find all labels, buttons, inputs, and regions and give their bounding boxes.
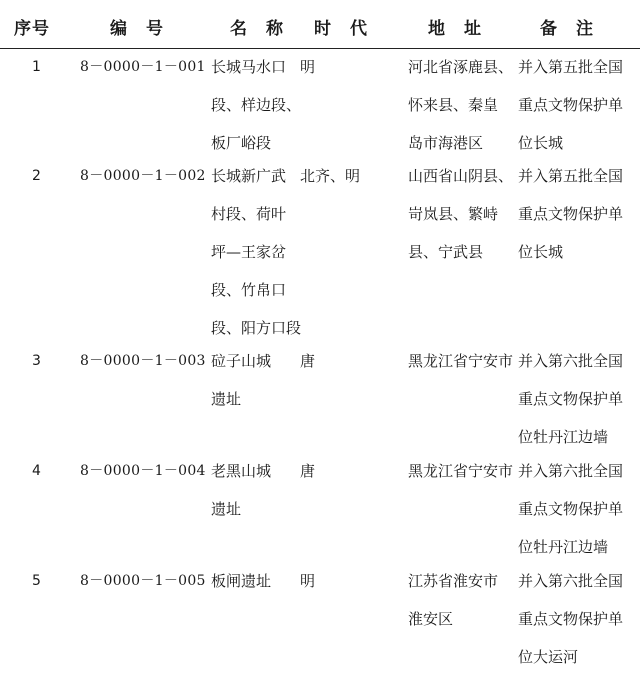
cell-name: 村段、荷叶 (211, 205, 287, 223)
cell-era: 明 (300, 572, 316, 590)
cell-name: 板厂峪段 (211, 134, 272, 152)
cell-address: 岢岚县、繁峙 (408, 205, 499, 223)
cell-name: 段、阳方口段 (211, 319, 302, 337)
cell-seq: 1 (32, 59, 41, 75)
cell-remark: 并入第六批全国 (518, 352, 624, 370)
header-code: 编 号 (110, 19, 164, 39)
cell-name: 段、竹帛口 (211, 281, 287, 299)
cell-remark: 重点文物保护单 (518, 610, 624, 628)
cell-name: 遗址 (211, 500, 242, 518)
cell-address: 河北省涿鹿县、 (408, 58, 514, 76)
cell-address: 淮安区 (408, 610, 454, 628)
cell-era: 北齐、明 (300, 167, 361, 185)
cell-remark: 位牡丹江边墙 (518, 428, 609, 446)
cell-address: 岛市海港区 (408, 134, 484, 152)
cell-code: 8－0000－1－003 (80, 353, 206, 369)
header-name: 名 称 (230, 19, 284, 39)
cell-address: 黑龙江省宁安市 (408, 462, 514, 480)
cell-remark: 位大运河 (518, 648, 579, 666)
cell-era: 明 (300, 58, 316, 76)
cell-name: 长城马水口 (211, 58, 287, 76)
cell-name: 遗址 (211, 390, 242, 408)
cell-seq: 2 (32, 168, 41, 184)
cell-name: 老黑山城 (211, 462, 272, 480)
header-address: 地 址 (428, 19, 482, 39)
cell-era: 唐 (300, 352, 316, 370)
cell-seq: 3 (32, 353, 41, 369)
cell-remark: 并入第六批全国 (518, 462, 624, 480)
cell-remark: 重点文物保护单 (518, 390, 624, 408)
header-remark: 备 注 (540, 19, 594, 39)
cell-name: 板闸遗址 (211, 572, 272, 590)
cell-remark: 位牡丹江边墙 (518, 538, 609, 556)
cell-code: 8－0000－1－005 (80, 573, 206, 589)
cell-name: 段、样边段、 (211, 96, 302, 114)
cell-seq: 4 (32, 463, 41, 479)
cell-name: 砬子山城 (211, 352, 272, 370)
cell-remark: 并入第五批全国 (518, 167, 624, 185)
cell-name: 坪—王家岔 (211, 243, 287, 261)
cell-remark: 位长城 (518, 243, 564, 261)
cell-remark: 重点文物保护单 (518, 500, 624, 518)
cell-address: 黑龙江省宁安市 (408, 352, 514, 370)
cell-address: 怀来县、秦皇 (408, 96, 499, 114)
cell-seq: 5 (32, 573, 41, 589)
cell-address: 山西省山阴县、 (408, 167, 514, 185)
cell-remark: 并入第五批全国 (518, 58, 624, 76)
cell-code: 8－0000－1－004 (80, 463, 206, 479)
header-seq: 序号 (14, 19, 50, 39)
cell-code: 8－0000－1－002 (80, 168, 206, 184)
table-header (0, 0, 640, 49)
cell-remark: 并入第六批全国 (518, 572, 624, 590)
cell-remark: 重点文物保护单 (518, 205, 624, 223)
cell-remark: 重点文物保护单 (518, 96, 624, 114)
header-era: 时 代 (314, 19, 368, 39)
cell-address: 江苏省淮安市 (408, 572, 499, 590)
cell-code: 8－0000－1－001 (80, 59, 206, 75)
cell-address: 县、宁武县 (408, 243, 484, 261)
cell-era: 唐 (300, 462, 316, 480)
cell-name: 长城新广武 (211, 167, 287, 185)
cell-remark: 位长城 (518, 134, 564, 152)
